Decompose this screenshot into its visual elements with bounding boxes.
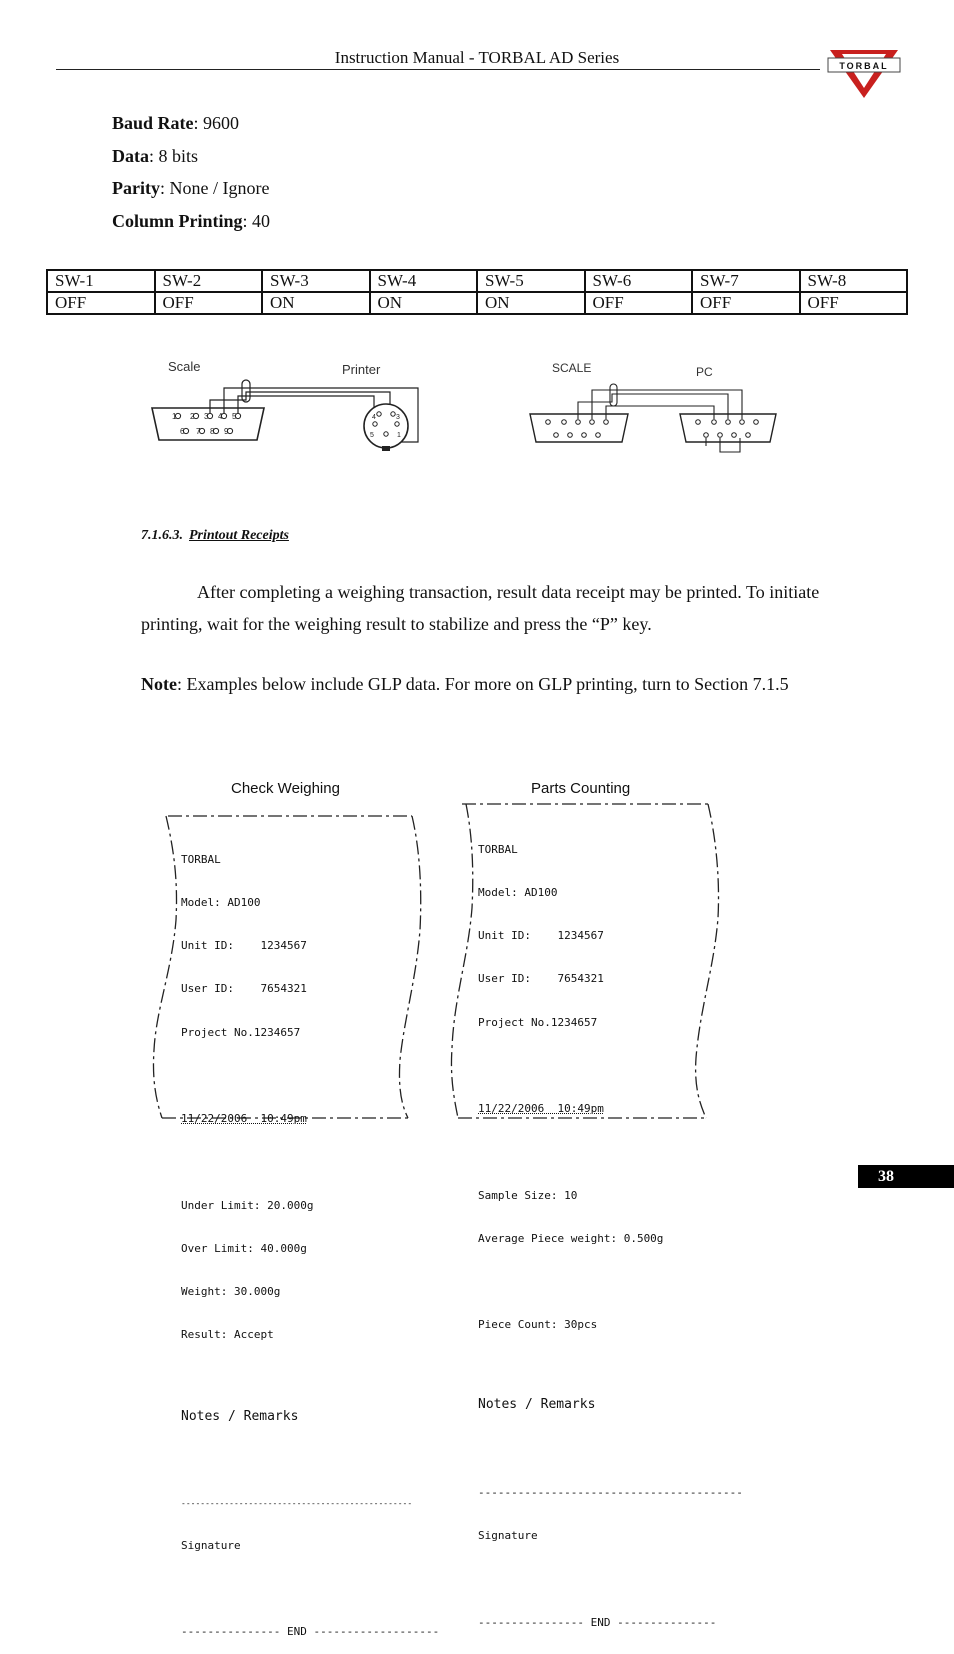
receipt-end-line: ---------------- END --------------- xyxy=(478,1615,717,1629)
svg-text:5: 5 xyxy=(370,432,374,439)
receipt-line: TORBAL xyxy=(181,852,221,866)
section-number: 7.1.6.3. xyxy=(141,528,183,543)
setting-baud-rate: Baud Rate: 9600 xyxy=(112,113,240,133)
dip-switch-table xyxy=(46,269,908,315)
receipt-signature: Signature xyxy=(478,1529,538,1543)
receipt-end-line: --------------- END ------------------- xyxy=(181,1625,440,1639)
table-cell: OFF xyxy=(585,292,693,314)
receipt-signature-line: ---------------------------------------- xyxy=(478,1486,743,1500)
table-cell: OFF xyxy=(800,292,908,314)
note-label: Note xyxy=(141,674,177,694)
check-weighing-heading: Check Weighing xyxy=(231,780,340,797)
receipt-line: TORBAL xyxy=(478,842,518,856)
section-heading xyxy=(141,528,289,544)
svg-text:1: 1 xyxy=(397,432,401,439)
table-cell: OFF xyxy=(692,292,800,314)
svg-text:5: 5 xyxy=(232,412,237,421)
svg-text:9: 9 xyxy=(224,427,229,436)
receipt-line: Result: Accept xyxy=(181,1328,274,1342)
scale-printer-wiring-diagram xyxy=(146,352,426,456)
receipt-line: User ID: 7654321 xyxy=(478,972,604,986)
section-title: Printout Receipts xyxy=(189,528,289,543)
svg-text:2: 2 xyxy=(190,412,195,421)
logo-text: TORBAL xyxy=(839,61,889,71)
table-cell: OFF xyxy=(155,292,263,314)
receipt-line: Average Piece weight: 0.500g xyxy=(478,1231,664,1245)
receipt-notes: Notes / Remarks xyxy=(478,1397,596,1413)
receipt-line: Piece Count: 30pcs xyxy=(478,1318,598,1332)
receipt-line: Sample Size: 10 xyxy=(478,1188,578,1202)
table-header-row xyxy=(47,270,907,292)
table-cell: SW-2 xyxy=(155,270,263,292)
table-cell: SW-6 xyxy=(585,270,693,292)
receipt-signature-line: ------------------------------------------------ xyxy=(181,1499,413,1509)
header-title: Instruction Manual - TORBAL AD Series xyxy=(334,48,620,67)
svg-text:3: 3 xyxy=(396,414,400,421)
scale-pc-wiring-diagram xyxy=(526,352,782,456)
table-cell: ON xyxy=(370,292,478,314)
table-cell: SW-8 xyxy=(800,270,908,292)
receipt-line: Project No.1234657 xyxy=(478,1015,598,1029)
table-cell: ON xyxy=(477,292,585,314)
receipt-line: Under Limit: 20.000g xyxy=(181,1198,314,1212)
table-cell: OFF xyxy=(47,292,155,314)
receipt-line: Unit ID: 1234567 xyxy=(181,939,307,953)
setting-parity: Parity: None / Ignore xyxy=(112,178,270,198)
receipt-signature: Signature xyxy=(181,1539,241,1553)
rs232-settings xyxy=(112,107,270,237)
receipt-line: Over Limit: 40.000g xyxy=(181,1241,307,1255)
receipt-datetime: 11/22/2006 10:49pm xyxy=(181,1112,307,1126)
table-cell: SW-4 xyxy=(370,270,478,292)
receipt-line: Unit ID: 1234567 xyxy=(478,929,604,943)
parts-counting-receipt xyxy=(478,814,743,1645)
body-paragraph: After completing a weighing transaction, result data receipt may be printed. To initiate printing, wait for the weighing result to stabilize and press the “P” key. xyxy=(141,582,820,634)
setting-data: Data: 8 bits xyxy=(112,145,199,166)
svg-text:1: 1 xyxy=(172,412,177,421)
scale-label: Scale xyxy=(168,359,201,374)
receipt-datetime: 11/22/2006 10:49pm xyxy=(478,1102,604,1116)
receipt-line: Model: AD100 xyxy=(181,896,261,910)
svg-text:4: 4 xyxy=(218,412,223,421)
svg-text:3: 3 xyxy=(204,412,209,421)
note-text: : Examples below include GLP data. For more on GLP printing, turn to Section 7.1.5 xyxy=(176,674,789,694)
table-cell: SW-1 xyxy=(47,270,155,292)
setting-column-printing: Column Printing: 40 xyxy=(112,210,271,231)
svg-text:7: 7 xyxy=(196,427,201,436)
receipt-line: Model: AD100 xyxy=(478,886,558,900)
svg-text:8: 8 xyxy=(210,427,215,436)
header-rule xyxy=(56,69,820,70)
receipt-line: Project No.1234657 xyxy=(181,1025,301,1039)
note-paragraph xyxy=(141,674,789,695)
receipt-line: User ID: 7654321 xyxy=(181,982,307,996)
receipt-notes: Notes / Remarks xyxy=(181,1409,299,1425)
printer-label: Printer xyxy=(342,362,381,377)
table-cell: ON xyxy=(262,292,370,314)
table-cell: SW-3 xyxy=(262,270,370,292)
torbal-logo xyxy=(826,44,902,100)
parts-counting-heading: Parts Counting xyxy=(531,780,631,797)
svg-text:4: 4 xyxy=(372,414,376,421)
svg-text:6: 6 xyxy=(180,427,185,436)
table-cell: SW-7 xyxy=(692,270,800,292)
receipt-line: Weight: 30.000g xyxy=(181,1284,281,1298)
page-number: 38 xyxy=(858,1165,954,1188)
scale-pc-scale-label: SCALE xyxy=(552,361,592,375)
pc-label: PC xyxy=(696,365,713,379)
table-cell: SW-5 xyxy=(477,270,585,292)
check-weighing-receipt xyxy=(181,824,439,1654)
table-row xyxy=(47,292,907,314)
